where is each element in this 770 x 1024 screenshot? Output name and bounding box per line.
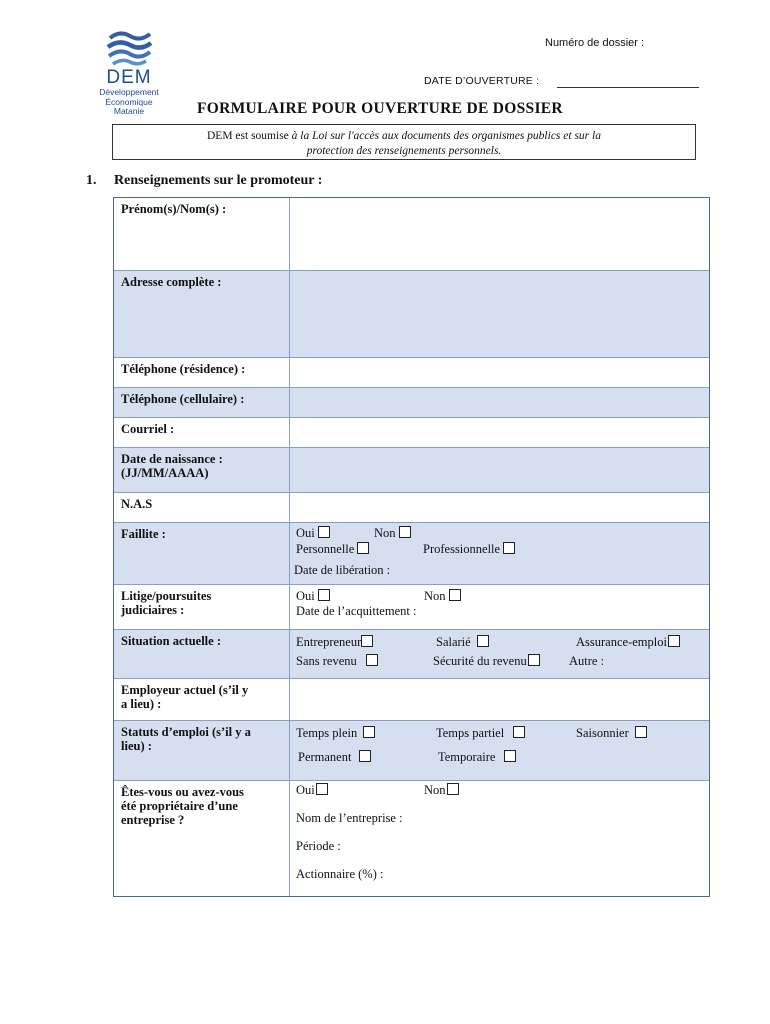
situation-securite-revenu-checkbox[interactable] bbox=[528, 654, 540, 666]
bankruptcy-personnelle bbox=[296, 542, 369, 556]
row-employment-status bbox=[114, 720, 709, 780]
label-name: Prénom(s)/Nom(s) : bbox=[114, 198, 290, 270]
status-permanent bbox=[298, 750, 371, 764]
business-name-field[interactable]: Nom de l’entreprise : bbox=[296, 811, 403, 825]
label-litigation-line2: judiciaires : bbox=[121, 603, 185, 617]
label-address: Adresse complète : bbox=[114, 271, 290, 357]
bankruptcy-non-checkbox[interactable] bbox=[399, 526, 411, 538]
bankruptcy-professionnelle bbox=[423, 542, 515, 556]
owner-non bbox=[424, 783, 459, 797]
label-business-owner bbox=[114, 781, 290, 896]
bankruptcy-professionnelle-checkbox[interactable] bbox=[503, 542, 515, 554]
promoter-form bbox=[113, 197, 710, 897]
litigation-oui-checkbox[interactable] bbox=[318, 589, 330, 601]
bankruptcy-personnelle-label: Personnelle bbox=[296, 542, 355, 556]
shareholder-field[interactable]: Actionnaire (%) : bbox=[296, 867, 384, 881]
litigation-non-label: Non bbox=[424, 589, 446, 603]
owner-oui bbox=[296, 783, 328, 797]
situation-securite-revenu bbox=[433, 654, 540, 668]
logo-subtitle-2: Économique bbox=[105, 96, 153, 107]
status-temps-partiel-checkbox[interactable] bbox=[513, 726, 525, 738]
litigation-non-checkbox[interactable] bbox=[449, 589, 461, 601]
status-temps-plein bbox=[296, 726, 375, 740]
label-employment-status-line2: lieu) : bbox=[121, 739, 152, 753]
owner-non-checkbox[interactable] bbox=[447, 783, 459, 795]
row-cell-phone bbox=[114, 387, 709, 417]
label-birthdate-line2: (JJ/MM/AAAA) bbox=[121, 466, 209, 480]
situation-assurance-emploi bbox=[576, 635, 680, 649]
dem-logo bbox=[86, 30, 172, 117]
label-litigation bbox=[114, 585, 290, 629]
label-birthdate bbox=[114, 448, 290, 492]
section-title: Renseignements sur le promoteur : bbox=[114, 173, 323, 188]
input-home-phone[interactable] bbox=[290, 358, 709, 387]
situation-salarie bbox=[436, 635, 489, 649]
logo-subtitle-1: Développement bbox=[99, 87, 159, 97]
logo-subtitle-3: Matanie bbox=[113, 106, 145, 116]
status-temporaire-checkbox[interactable] bbox=[504, 750, 516, 762]
row-birthdate bbox=[114, 447, 709, 492]
notice-plain: DEM est soumise bbox=[207, 130, 289, 142]
owner-oui-checkbox[interactable] bbox=[316, 783, 328, 795]
row-bankruptcy bbox=[114, 522, 709, 584]
row-litigation bbox=[114, 584, 709, 629]
row-home-phone bbox=[114, 357, 709, 387]
label-business-owner-line1: Êtes-vous ou avez-vous bbox=[121, 785, 244, 799]
litigation-oui bbox=[296, 589, 330, 603]
input-sin[interactable] bbox=[290, 493, 709, 522]
status-permanent-checkbox[interactable] bbox=[359, 750, 371, 762]
period-field[interactable]: Période : bbox=[296, 839, 341, 853]
situation-assurance-emploi-checkbox[interactable] bbox=[668, 635, 680, 647]
litigation-non bbox=[424, 589, 461, 603]
opening-date-label: DATE D’OUVERTURE : bbox=[424, 75, 540, 87]
label-employment-status bbox=[114, 721, 290, 780]
row-current-employer bbox=[114, 678, 709, 720]
label-business-owner-line3: entreprise ? bbox=[121, 813, 185, 827]
privacy-notice bbox=[112, 124, 696, 160]
row-address bbox=[114, 270, 709, 357]
status-saisonnier-label: Saisonnier bbox=[576, 726, 629, 740]
situation-sans-revenu-label: Sans revenu bbox=[296, 654, 357, 668]
status-saisonnier bbox=[576, 726, 647, 740]
label-cell-phone: Téléphone (cellulaire) : bbox=[114, 388, 290, 417]
page-title: FORMULAIRE POUR OUVERTURE DE DOSSIER bbox=[197, 100, 563, 117]
label-business-owner-line2: été propriétaire d’une bbox=[121, 799, 238, 813]
situation-salarie-checkbox[interactable] bbox=[477, 635, 489, 647]
status-temps-plein-checkbox[interactable] bbox=[363, 726, 375, 738]
row-email bbox=[114, 417, 709, 447]
situation-assurance-emploi-label: Assurance-emploi bbox=[576, 635, 667, 649]
situation-salarie-label: Salarié bbox=[436, 635, 471, 649]
input-email[interactable] bbox=[290, 418, 709, 447]
notice-italic-2: protection des renseignements personnels. bbox=[306, 144, 502, 157]
label-email: Courriel : bbox=[114, 418, 290, 447]
label-birthdate-line1: Date de naissance : bbox=[121, 452, 223, 466]
bankruptcy-non-label: Non bbox=[374, 526, 396, 540]
notice-italic-1: à la Loi sur l'accès aux documents des organismes publics et sur la bbox=[291, 130, 601, 142]
label-employment-status-line1: Statuts d’emploi (s’il y a bbox=[121, 725, 251, 739]
logo-name: DEM bbox=[106, 67, 152, 88]
row-business-owner bbox=[114, 780, 709, 896]
label-bankruptcy: Faillite : bbox=[114, 523, 290, 584]
owner-oui-label: Oui bbox=[296, 783, 315, 797]
status-temps-partiel bbox=[436, 726, 525, 740]
input-current-employer[interactable] bbox=[290, 679, 709, 720]
label-current-employer-line2: a lieu) : bbox=[121, 697, 162, 711]
label-current-employer bbox=[114, 679, 290, 720]
situation-sans-revenu bbox=[296, 654, 378, 668]
label-current-employer-line1: Employeur actuel (s’il y bbox=[121, 683, 249, 697]
bankruptcy-professionnelle-label: Professionnelle bbox=[423, 542, 501, 556]
section-number: 1. bbox=[86, 173, 97, 188]
input-name[interactable] bbox=[290, 198, 709, 270]
status-saisonnier-checkbox[interactable] bbox=[635, 726, 647, 738]
situation-entrepreneur bbox=[296, 635, 373, 649]
acquittal-date[interactable]: Date de l’acquittement : bbox=[296, 604, 417, 618]
row-sin bbox=[114, 492, 709, 522]
bankruptcy-personnelle-checkbox[interactable] bbox=[357, 542, 369, 554]
label-sin: N.A.S bbox=[114, 493, 290, 522]
status-temps-plein-label: Temps plein bbox=[296, 726, 358, 740]
status-temporaire bbox=[438, 750, 516, 764]
bankruptcy-non bbox=[374, 526, 411, 540]
release-date[interactable]: Date de libération : bbox=[294, 563, 391, 577]
input-cell-phone[interactable] bbox=[290, 388, 709, 417]
bankruptcy-oui-label: Oui bbox=[296, 526, 315, 540]
opening-date-field[interactable] bbox=[557, 87, 699, 88]
label-litigation-line1: Litige/poursuites bbox=[121, 589, 212, 603]
bankruptcy-oui bbox=[296, 526, 330, 540]
situation-securite-revenu-label: Sécurité du revenu bbox=[433, 654, 527, 668]
input-birthdate[interactable] bbox=[290, 448, 709, 492]
row-name bbox=[114, 198, 709, 270]
owner-non-label: Non bbox=[424, 783, 446, 797]
situation-entrepreneur-label: Entrepreneur bbox=[296, 635, 362, 649]
situation-entrepreneur-checkbox[interactable] bbox=[361, 635, 373, 647]
situation-autre[interactable]: Autre : bbox=[569, 654, 605, 668]
label-home-phone: Téléphone (résidence) : bbox=[114, 358, 290, 387]
dossier-number-label: Numéro de dossier : bbox=[545, 37, 645, 49]
status-temps-partiel-label: Temps partiel bbox=[436, 726, 505, 740]
situation-sans-revenu-checkbox[interactable] bbox=[366, 654, 378, 666]
litigation-oui-label: Oui bbox=[296, 589, 315, 603]
bankruptcy-oui-checkbox[interactable] bbox=[318, 526, 330, 538]
input-address[interactable] bbox=[290, 271, 709, 357]
row-current-situation bbox=[114, 629, 709, 678]
status-temporaire-label: Temporaire bbox=[438, 750, 496, 764]
label-current-situation: Situation actuelle : bbox=[114, 630, 290, 678]
status-permanent-label: Permanent bbox=[298, 750, 352, 764]
wave-logo-icon bbox=[106, 30, 152, 70]
